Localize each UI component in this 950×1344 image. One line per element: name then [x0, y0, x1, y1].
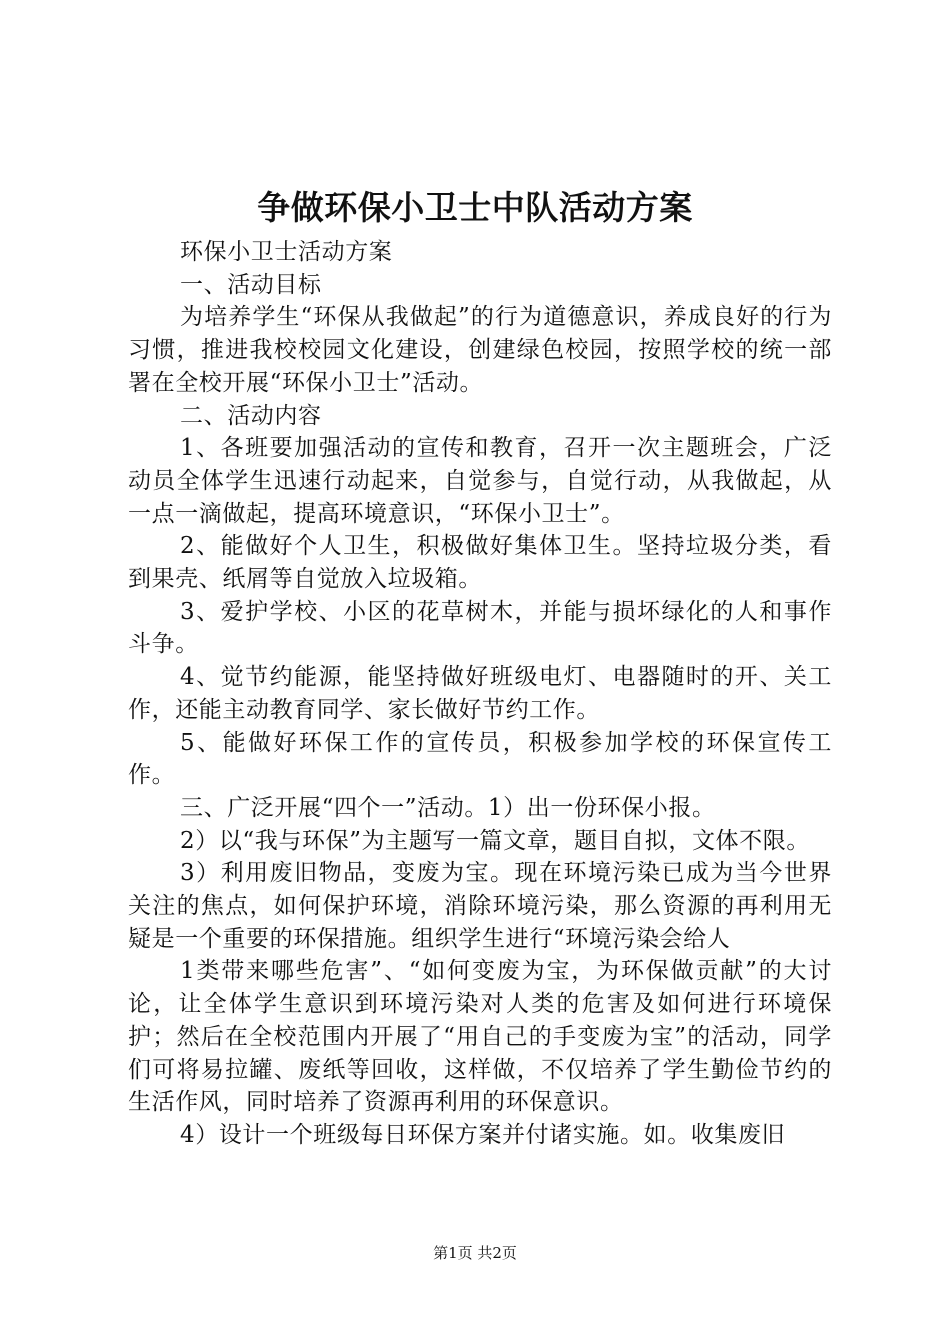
page-footer — [0, 1242, 950, 1264]
section-heading-four-activities: 三、广泛开展“四个一”活动。1）出一份环保小报。 — [180, 794, 716, 821]
paragraph-goals: 为培养学生“环保从我做起”的行为道德意识，养成良好的行为习惯，推进我校校园文化建设，创建绿色校园，按照学校的统一部署在全校开展“环保小卫士”活动。 — [128, 304, 832, 396]
section-heading-goals: 一、活动目标 — [180, 271, 322, 298]
paragraph-item-5: 5、能做好环保工作的宣传员，积极参加学校的环保宣传工作。 — [128, 729, 832, 789]
page-number-label: 第1页 共2页 — [433, 1244, 517, 1262]
paragraph-activity-4: 4）设计一个班级每日环保方案并付诸实施。如。收集废旧 — [180, 1121, 786, 1148]
document-title: 争做环保小卫士中队活动方案 — [257, 188, 693, 227]
paragraph-activity-2: 2）以“我与环保”为主题写一篇文章，题目自拟，文体不限。 — [180, 827, 810, 854]
paragraph-item-2: 2、能做好个人卫生，积极做好集体卫生。坚持垃圾分类，看到果壳、纸屑等自觉放入垃圾箱。 — [128, 533, 832, 593]
paragraph-activity-3-continued: 1类带来哪些危害”、“如何变废为宝，为环保做贡献”的大讨论，让全体学生意识到环境污染对人类的危害及如何进行环境保护；然后在全校范围内开展了“用自己的手变废为宝”的活动，同学们可将易拉罐、废纸等回收，这样做，不仅培养了学生勤俭节约的生活作风，同时培养了资源再利用的环保意识。 — [128, 958, 832, 1116]
paragraph-item-4: 4、觉节约能源，能坚持做好班级电灯、电器随时的开、关工作，还能主动教育同学、家长做好节约工作。 — [128, 664, 832, 723]
paragraph-plan-heading: 环保小卫士活动方案 — [180, 239, 393, 265]
section-heading-content: 二、活动内容 — [180, 402, 322, 429]
paragraph-item-1: 1、各班要加强活动的宣传和教育，召开一次主题班会，广泛动员全体学生迅速行动起来，自觉参与，自觉行动，从我做起，从一点一滴做起，提高环境意识，“环保小卫士”。 — [128, 435, 832, 527]
paragraph-activity-3: 3）利用废旧物品，变废为宝。现在环境污染已成为当今世界关注的焦点，如何保护环境，消除环境污染，那么资源的再利用无疑是一个重要的环保措施。组织学生进行“环境污染会给人 — [128, 860, 832, 952]
paragraph-item-3: 3、爱护学校、小区的花草树木，并能与损坏绿化的人和事作斗争。 — [128, 598, 832, 658]
document-body — [128, 236, 832, 1152]
